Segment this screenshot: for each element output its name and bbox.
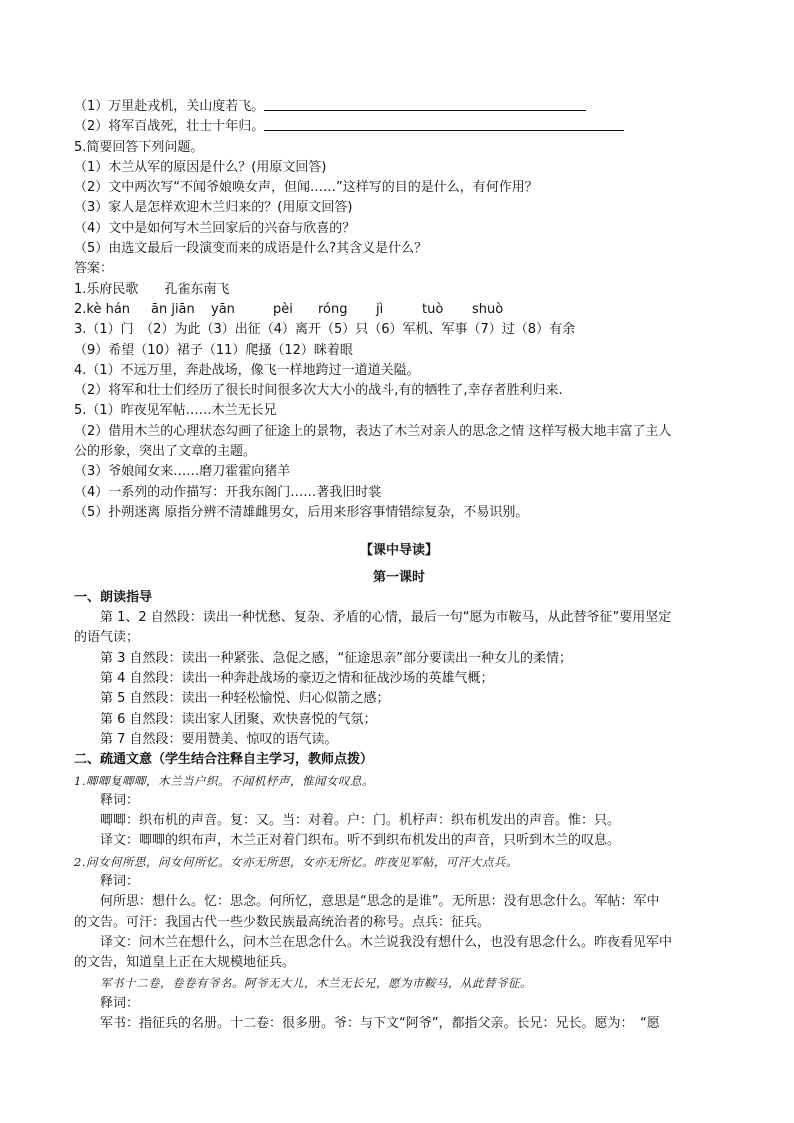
- pinyin-item: tuò: [422, 301, 444, 317]
- answer-5-line-3: （3）爷娘闻女来……磨刀霍霍向猪羊: [74, 464, 291, 480]
- answer-4-line-1: 4.（1）不远万里，奔赴战场，像飞一样地跨过一道道关隘。: [74, 362, 420, 378]
- notes-1: 唧唧：织布机的声音。复：又。当：对着。户：门。机杼声：织布机发出的声音。惟：只。: [100, 813, 621, 829]
- reading-guide-p4: 第 4 自然段：读出一种奔赴战场的豪迈之情和征战沙场的英雄气概；: [100, 671, 494, 687]
- reading-guide-p5: 第 5 自然段：读出一种轻松愉悦、归心似箭之感；: [100, 691, 390, 707]
- reading-guide-p6: 第 6 自然段：读出家人团聚、欢快喜悦的气氛；: [100, 711, 377, 727]
- part-1-heading: 一、朗读指导: [74, 589, 153, 605]
- q4-item-2: [74, 117, 724, 137]
- translation-1: 译文：唧唧的织布声，木兰正对着门织布。听不到织布机发出的声音，只听到木兰的叹息。: [100, 833, 621, 849]
- pinyin-item: 2.kè hán: [74, 301, 131, 317]
- pinyin-item: róng: [318, 301, 348, 317]
- q5-item: （3）家人是怎样欢迎木兰归来的？(用原文回答): [74, 200, 353, 216]
- answer-blank: [264, 98, 586, 111]
- translation-2b: 的文告，知道皇上正在大规模地征兵。: [74, 955, 296, 971]
- q5-item: （4）文中是如何写木兰回家后的兴奋与欣喜的？: [74, 220, 356, 236]
- pinyin-item: ān jiān: [151, 301, 195, 317]
- answer-blank: [264, 118, 624, 131]
- q5-title: 5.简要回答下列问题。: [74, 139, 204, 155]
- pinyin-item: shuò: [472, 301, 504, 317]
- pinyin-item: yān: [211, 301, 235, 317]
- translation-2a: 译文：问木兰在想什么，问木兰在思念什么。木兰说我没有想什么，也没有思念什么。昨夜看见军中: [100, 934, 673, 950]
- q5-item: （2）文中两次写“不闻爷娘唤女声，但闻……”这样写的目的是什么，有何作用？: [74, 180, 538, 196]
- reading-guide-p7: 第 7 自然段：要用赞美、惊叹的语气读。: [100, 731, 338, 747]
- source-text-1: 1.唧唧复唧唧，木兰当户织。不闻机杼声，惟闻女叹息。: [74, 773, 374, 788]
- q4-item-1: [74, 97, 724, 117]
- shici-label: 释词：: [100, 792, 140, 808]
- reading-guide-p3: 第 3 自然段：读出一种紧张、急促之感，“征途思亲”部分要读出一种女儿的柔情；: [100, 650, 573, 666]
- part-2-heading: 二、疏通文意（学生结合注释自主学习，教师点拨）: [74, 752, 374, 768]
- answer-5-line-5: （5）扑朔迷离 原指分辨不清雄雌男女，后用来形容事情错综复杂，不易识别。: [74, 504, 529, 520]
- reading-guide-p1a: 第 1、2 自然段：读出一种忧愁、复杂、矛盾的心情，最后一句“愿为市鞍马，从此替爷征”要用坚定: [100, 610, 672, 626]
- q4-item-2-text: （2）将军百战死，壮士十年归。: [74, 119, 265, 135]
- answers-label: 答案：: [74, 261, 114, 277]
- answer-5-line-4: （4）一系列的动作描写：开我东阁门……著我旧时裳: [74, 484, 382, 500]
- document-page: [74, 97, 724, 1034]
- notes-3: 军书：指征兵的名册。十二卷：很多册。爷：与下文“阿爷”，都指父亲。长兄：兄长。愿为： “愿: [100, 1016, 660, 1032]
- pinyin-item: jì: [376, 301, 384, 317]
- q5-item: （5）由选文最后一段演变而来的成语是什么?其含义是什么？: [74, 241, 428, 257]
- answer-5-line-2a: （2）借用木兰的心理状态勾画了征途上的景物，表达了木兰对亲人的思念之情 这样写极大地丰富了主人: [74, 423, 672, 439]
- pinyin-item: pèi: [273, 301, 293, 317]
- q5-item: （1）木兰从军的原因是什么？(用原文回答): [74, 159, 327, 175]
- notes-2b: 的文告。可汗：我国古代一些少数民族最高统治者的称号。点兵：征兵。: [74, 914, 491, 930]
- section-title: 【课中导读】: [359, 543, 438, 559]
- answer-3-line-1: 3.（1）门 （2）为此（3）出征（4）离开（5）只（6）军机、军事（7）过（8）有余: [74, 322, 576, 338]
- answer-5-line-1: 5.（1）昨夜见军帖……木兰无长兄: [74, 403, 277, 419]
- q4-item-1-text: （1）万里赴戎机，关山度若飞。: [74, 99, 265, 114]
- answer-1: 1.乐府民歌 孔雀东南飞: [74, 281, 230, 297]
- source-text-2: 2.问女何所思，问女何所忆。女亦无所思，女亦无所忆。昨夜见军帖，可汗大点兵。: [74, 854, 518, 869]
- answer-5-line-2b: 公的形象，突出了文章的主题。: [74, 444, 257, 460]
- answer-4-line-2: （2）将军和壮士们经历了很长时间很多次大大小的战斗,有的牺牲了,幸存者胜利归来.: [74, 383, 563, 399]
- answer-2-pinyin: [74, 300, 724, 320]
- reading-guide-p1b: 的语气读；: [74, 630, 140, 646]
- answer-3-line-2: （9）希望（10）裙子（11）爬搔（12）眯着眼: [74, 342, 353, 358]
- shici-label: 释词：: [100, 873, 140, 889]
- section-subtitle: 第一课时: [372, 569, 425, 585]
- source-text-3: 军书十二卷，卷卷有爷名。阿爷无大儿，木兰无长兄，愿为市鞍马，从此替爷征。: [100, 976, 532, 991]
- shici-label: 释词：: [100, 995, 140, 1011]
- notes-2a: 何所思：想什么。忆：思念。何所忆，意思是“思念的是谁”。无所思：没有思念什么。军帖：军中: [100, 894, 660, 910]
